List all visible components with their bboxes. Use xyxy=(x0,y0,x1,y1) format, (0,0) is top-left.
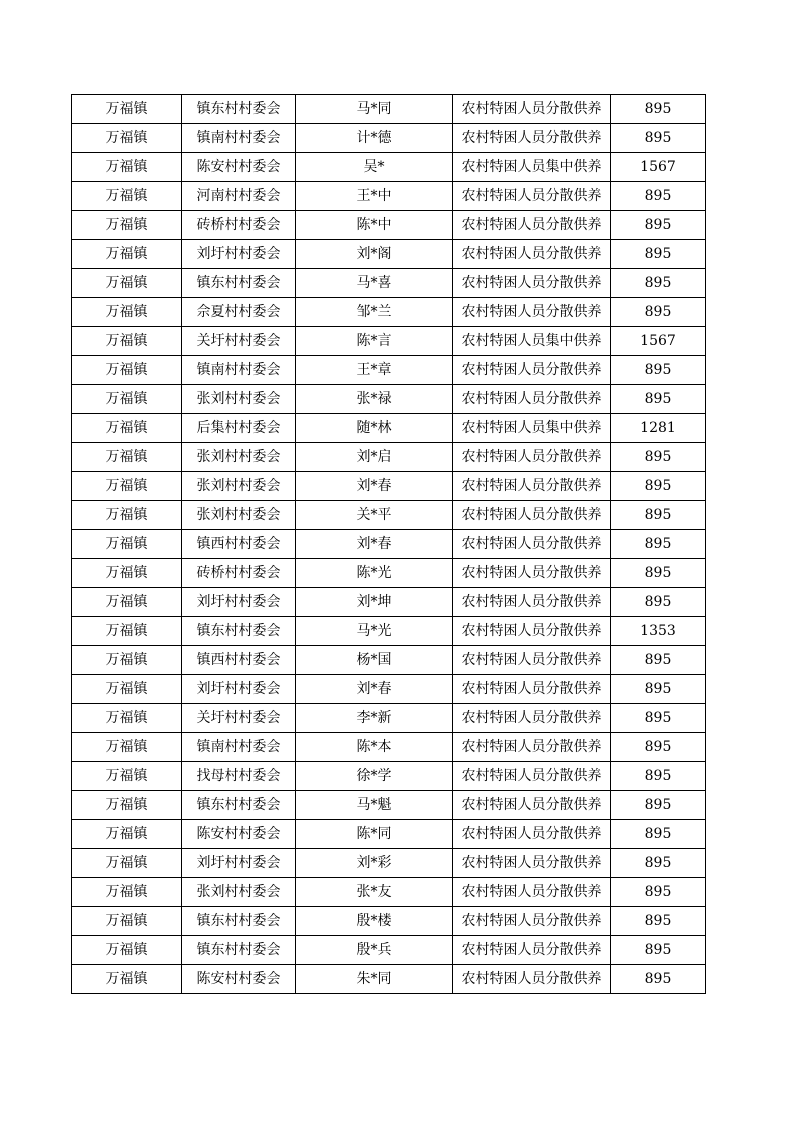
table-body xyxy=(72,95,706,994)
town-cell: 万福镇 xyxy=(72,588,182,617)
amount-cell: 895 xyxy=(611,646,706,675)
amount-cell: 895 xyxy=(611,443,706,472)
support-category-cell: 农村特困人员分散供养 xyxy=(453,124,611,153)
town-cell: 万福镇 xyxy=(72,878,182,907)
village-committee-cell: 镇东村村委会 xyxy=(182,95,296,124)
amount-cell: 895 xyxy=(611,530,706,559)
town-cell: 万福镇 xyxy=(72,443,182,472)
table-row xyxy=(72,878,706,907)
table-row xyxy=(72,646,706,675)
support-category-cell: 农村特困人员分散供养 xyxy=(453,849,611,878)
town-cell: 万福镇 xyxy=(72,298,182,327)
recipient-name-cell: 邹*兰 xyxy=(296,298,453,327)
support-category-cell: 农村特困人员分散供养 xyxy=(453,530,611,559)
amount-cell: 895 xyxy=(611,269,706,298)
amount-cell: 895 xyxy=(611,733,706,762)
support-category-cell: 农村特困人员分散供养 xyxy=(453,762,611,791)
recipient-name-cell: 吴* xyxy=(296,153,453,182)
village-committee-cell: 镇东村村委会 xyxy=(182,617,296,646)
town-cell: 万福镇 xyxy=(72,791,182,820)
amount-cell: 895 xyxy=(611,298,706,327)
support-category-cell: 农村特困人员集中供养 xyxy=(453,414,611,443)
town-cell: 万福镇 xyxy=(72,617,182,646)
support-category-cell: 农村特困人员分散供养 xyxy=(453,791,611,820)
support-category-cell: 农村特困人员分散供养 xyxy=(453,298,611,327)
recipient-name-cell: 刘*春 xyxy=(296,472,453,501)
recipient-name-cell: 陈*本 xyxy=(296,733,453,762)
recipient-name-cell: 李*新 xyxy=(296,704,453,733)
amount-cell: 895 xyxy=(611,791,706,820)
support-category-cell: 农村特困人员分散供养 xyxy=(453,965,611,994)
recipient-name-cell: 王*中 xyxy=(296,182,453,211)
recipient-name-cell: 陈*同 xyxy=(296,820,453,849)
village-committee-cell: 张刘村村委会 xyxy=(182,385,296,414)
town-cell: 万福镇 xyxy=(72,704,182,733)
table-row xyxy=(72,762,706,791)
amount-cell: 895 xyxy=(611,762,706,791)
town-cell: 万福镇 xyxy=(72,907,182,936)
support-category-cell: 农村特困人员分散供养 xyxy=(453,820,611,849)
amount-cell: 1567 xyxy=(611,153,706,182)
amount-cell: 895 xyxy=(611,356,706,385)
table-row xyxy=(72,530,706,559)
town-cell: 万福镇 xyxy=(72,936,182,965)
town-cell: 万福镇 xyxy=(72,356,182,385)
table-row xyxy=(72,617,706,646)
amount-cell: 895 xyxy=(611,849,706,878)
town-cell: 万福镇 xyxy=(72,820,182,849)
support-category-cell: 农村特困人员分散供养 xyxy=(453,878,611,907)
support-category-cell: 农村特困人员分散供养 xyxy=(453,704,611,733)
amount-cell: 895 xyxy=(611,965,706,994)
town-cell: 万福镇 xyxy=(72,675,182,704)
village-committee-cell: 镇东村村委会 xyxy=(182,936,296,965)
village-committee-cell: 镇南村村委会 xyxy=(182,356,296,385)
support-category-cell: 农村特困人员分散供养 xyxy=(453,385,611,414)
amount-cell: 895 xyxy=(611,472,706,501)
village-committee-cell: 镇南村村委会 xyxy=(182,124,296,153)
table-row xyxy=(72,559,706,588)
recipient-name-cell: 马*光 xyxy=(296,617,453,646)
page-table-container xyxy=(71,94,705,994)
table-row xyxy=(72,588,706,617)
amount-cell: 895 xyxy=(611,675,706,704)
amount-cell: 1567 xyxy=(611,327,706,356)
amount-cell: 895 xyxy=(611,878,706,907)
support-category-cell: 农村特困人员集中供养 xyxy=(453,327,611,356)
village-committee-cell: 张刘村村委会 xyxy=(182,472,296,501)
town-cell: 万福镇 xyxy=(72,849,182,878)
table-row xyxy=(72,269,706,298)
support-category-cell: 农村特困人员分散供养 xyxy=(453,733,611,762)
town-cell: 万福镇 xyxy=(72,240,182,269)
recipient-name-cell: 刘*春 xyxy=(296,530,453,559)
amount-cell: 895 xyxy=(611,704,706,733)
table-row xyxy=(72,849,706,878)
support-category-cell: 农村特困人员分散供养 xyxy=(453,501,611,530)
amount-cell: 895 xyxy=(611,559,706,588)
village-committee-cell: 张刘村村委会 xyxy=(182,443,296,472)
recipient-name-cell: 关*平 xyxy=(296,501,453,530)
table-row xyxy=(72,240,706,269)
village-committee-cell: 关圩村村委会 xyxy=(182,704,296,733)
amount-cell: 895 xyxy=(611,211,706,240)
table-row xyxy=(72,733,706,762)
amount-cell: 895 xyxy=(611,501,706,530)
village-committee-cell: 关圩村村委会 xyxy=(182,327,296,356)
town-cell: 万福镇 xyxy=(72,762,182,791)
village-committee-cell: 砖桥村村委会 xyxy=(182,559,296,588)
recipient-name-cell: 刘*阁 xyxy=(296,240,453,269)
recipient-name-cell: 刘*春 xyxy=(296,675,453,704)
support-category-cell: 农村特困人员分散供养 xyxy=(453,675,611,704)
village-committee-cell: 张刘村村委会 xyxy=(182,878,296,907)
recipient-name-cell: 马*魁 xyxy=(296,791,453,820)
recipient-name-cell: 杨*国 xyxy=(296,646,453,675)
village-committee-cell: 刘圩村村委会 xyxy=(182,240,296,269)
village-committee-cell: 镇西村村委会 xyxy=(182,646,296,675)
village-committee-cell: 镇东村村委会 xyxy=(182,269,296,298)
support-category-cell: 农村特困人员分散供养 xyxy=(453,95,611,124)
support-category-cell: 农村特困人员分散供养 xyxy=(453,269,611,298)
support-category-cell: 农村特困人员分散供养 xyxy=(453,443,611,472)
town-cell: 万福镇 xyxy=(72,414,182,443)
amount-cell: 895 xyxy=(611,907,706,936)
village-committee-cell: 找母村村委会 xyxy=(182,762,296,791)
amount-cell: 895 xyxy=(611,240,706,269)
town-cell: 万福镇 xyxy=(72,646,182,675)
town-cell: 万福镇 xyxy=(72,269,182,298)
support-category-cell: 农村特困人员分散供养 xyxy=(453,472,611,501)
village-committee-cell: 后集村村委会 xyxy=(182,414,296,443)
table-row xyxy=(72,907,706,936)
table-row xyxy=(72,443,706,472)
table-row xyxy=(72,211,706,240)
recipient-name-cell: 张*友 xyxy=(296,878,453,907)
amount-cell: 895 xyxy=(611,820,706,849)
table-row xyxy=(72,472,706,501)
town-cell: 万福镇 xyxy=(72,95,182,124)
town-cell: 万福镇 xyxy=(72,501,182,530)
support-category-cell: 农村特困人员分散供养 xyxy=(453,356,611,385)
table-row xyxy=(72,153,706,182)
village-committee-cell: 刘圩村村委会 xyxy=(182,849,296,878)
table-row xyxy=(72,95,706,124)
recipient-name-cell: 朱*同 xyxy=(296,965,453,994)
village-committee-cell: 刘圩村村委会 xyxy=(182,675,296,704)
amount-cell: 895 xyxy=(611,588,706,617)
village-committee-cell: 刘圩村村委会 xyxy=(182,588,296,617)
amount-cell: 895 xyxy=(611,182,706,211)
table-row xyxy=(72,327,706,356)
table-row xyxy=(72,820,706,849)
recipient-name-cell: 马*同 xyxy=(296,95,453,124)
support-category-cell: 农村特困人员分散供养 xyxy=(453,646,611,675)
town-cell: 万福镇 xyxy=(72,472,182,501)
village-committee-cell: 张刘村村委会 xyxy=(182,501,296,530)
town-cell: 万福镇 xyxy=(72,153,182,182)
recipient-name-cell: 计*德 xyxy=(296,124,453,153)
town-cell: 万福镇 xyxy=(72,385,182,414)
table-row xyxy=(72,385,706,414)
table-row xyxy=(72,298,706,327)
village-committee-cell: 镇东村村委会 xyxy=(182,907,296,936)
recipient-name-cell: 殷*兵 xyxy=(296,936,453,965)
support-category-cell: 农村特困人员集中供养 xyxy=(453,153,611,182)
table-row xyxy=(72,936,706,965)
amount-cell: 895 xyxy=(611,124,706,153)
table-row xyxy=(72,704,706,733)
support-category-cell: 农村特困人员分散供养 xyxy=(453,936,611,965)
table-row xyxy=(72,675,706,704)
recipient-name-cell: 刘*启 xyxy=(296,443,453,472)
recipient-name-cell: 随*林 xyxy=(296,414,453,443)
table-row xyxy=(72,414,706,443)
town-cell: 万福镇 xyxy=(72,182,182,211)
town-cell: 万福镇 xyxy=(72,124,182,153)
amount-cell: 1281 xyxy=(611,414,706,443)
support-category-cell: 农村特困人员分散供养 xyxy=(453,617,611,646)
relief-recipients-table xyxy=(71,94,706,994)
support-category-cell: 农村特困人员分散供养 xyxy=(453,240,611,269)
town-cell: 万福镇 xyxy=(72,559,182,588)
recipient-name-cell: 马*喜 xyxy=(296,269,453,298)
town-cell: 万福镇 xyxy=(72,327,182,356)
table-row xyxy=(72,182,706,211)
village-committee-cell: 砖桥村村委会 xyxy=(182,211,296,240)
town-cell: 万福镇 xyxy=(72,733,182,762)
village-committee-cell: 陈安村村委会 xyxy=(182,820,296,849)
support-category-cell: 农村特困人员分散供养 xyxy=(453,907,611,936)
amount-cell: 1353 xyxy=(611,617,706,646)
recipient-name-cell: 刘*彩 xyxy=(296,849,453,878)
amount-cell: 895 xyxy=(611,95,706,124)
town-cell: 万福镇 xyxy=(72,530,182,559)
recipient-name-cell: 陈*光 xyxy=(296,559,453,588)
town-cell: 万福镇 xyxy=(72,965,182,994)
recipient-name-cell: 张*禄 xyxy=(296,385,453,414)
village-committee-cell: 佘夏村村委会 xyxy=(182,298,296,327)
table-row xyxy=(72,501,706,530)
recipient-name-cell: 刘*坤 xyxy=(296,588,453,617)
village-committee-cell: 镇东村村委会 xyxy=(182,791,296,820)
village-committee-cell: 河南村村委会 xyxy=(182,182,296,211)
recipient-name-cell: 陈*中 xyxy=(296,211,453,240)
table-row xyxy=(72,356,706,385)
recipient-name-cell: 徐*学 xyxy=(296,762,453,791)
table-row xyxy=(72,965,706,994)
amount-cell: 895 xyxy=(611,385,706,414)
support-category-cell: 农村特困人员分散供养 xyxy=(453,182,611,211)
village-committee-cell: 镇南村村委会 xyxy=(182,733,296,762)
amount-cell: 895 xyxy=(611,936,706,965)
table-row xyxy=(72,124,706,153)
table-row xyxy=(72,791,706,820)
village-committee-cell: 镇西村村委会 xyxy=(182,530,296,559)
support-category-cell: 农村特困人员分散供养 xyxy=(453,559,611,588)
recipient-name-cell: 王*章 xyxy=(296,356,453,385)
recipient-name-cell: 殷*楼 xyxy=(296,907,453,936)
recipient-name-cell: 陈*言 xyxy=(296,327,453,356)
town-cell: 万福镇 xyxy=(72,211,182,240)
village-committee-cell: 陈安村村委会 xyxy=(182,965,296,994)
support-category-cell: 农村特困人员分散供养 xyxy=(453,211,611,240)
support-category-cell: 农村特困人员分散供养 xyxy=(453,588,611,617)
village-committee-cell: 陈安村村委会 xyxy=(182,153,296,182)
